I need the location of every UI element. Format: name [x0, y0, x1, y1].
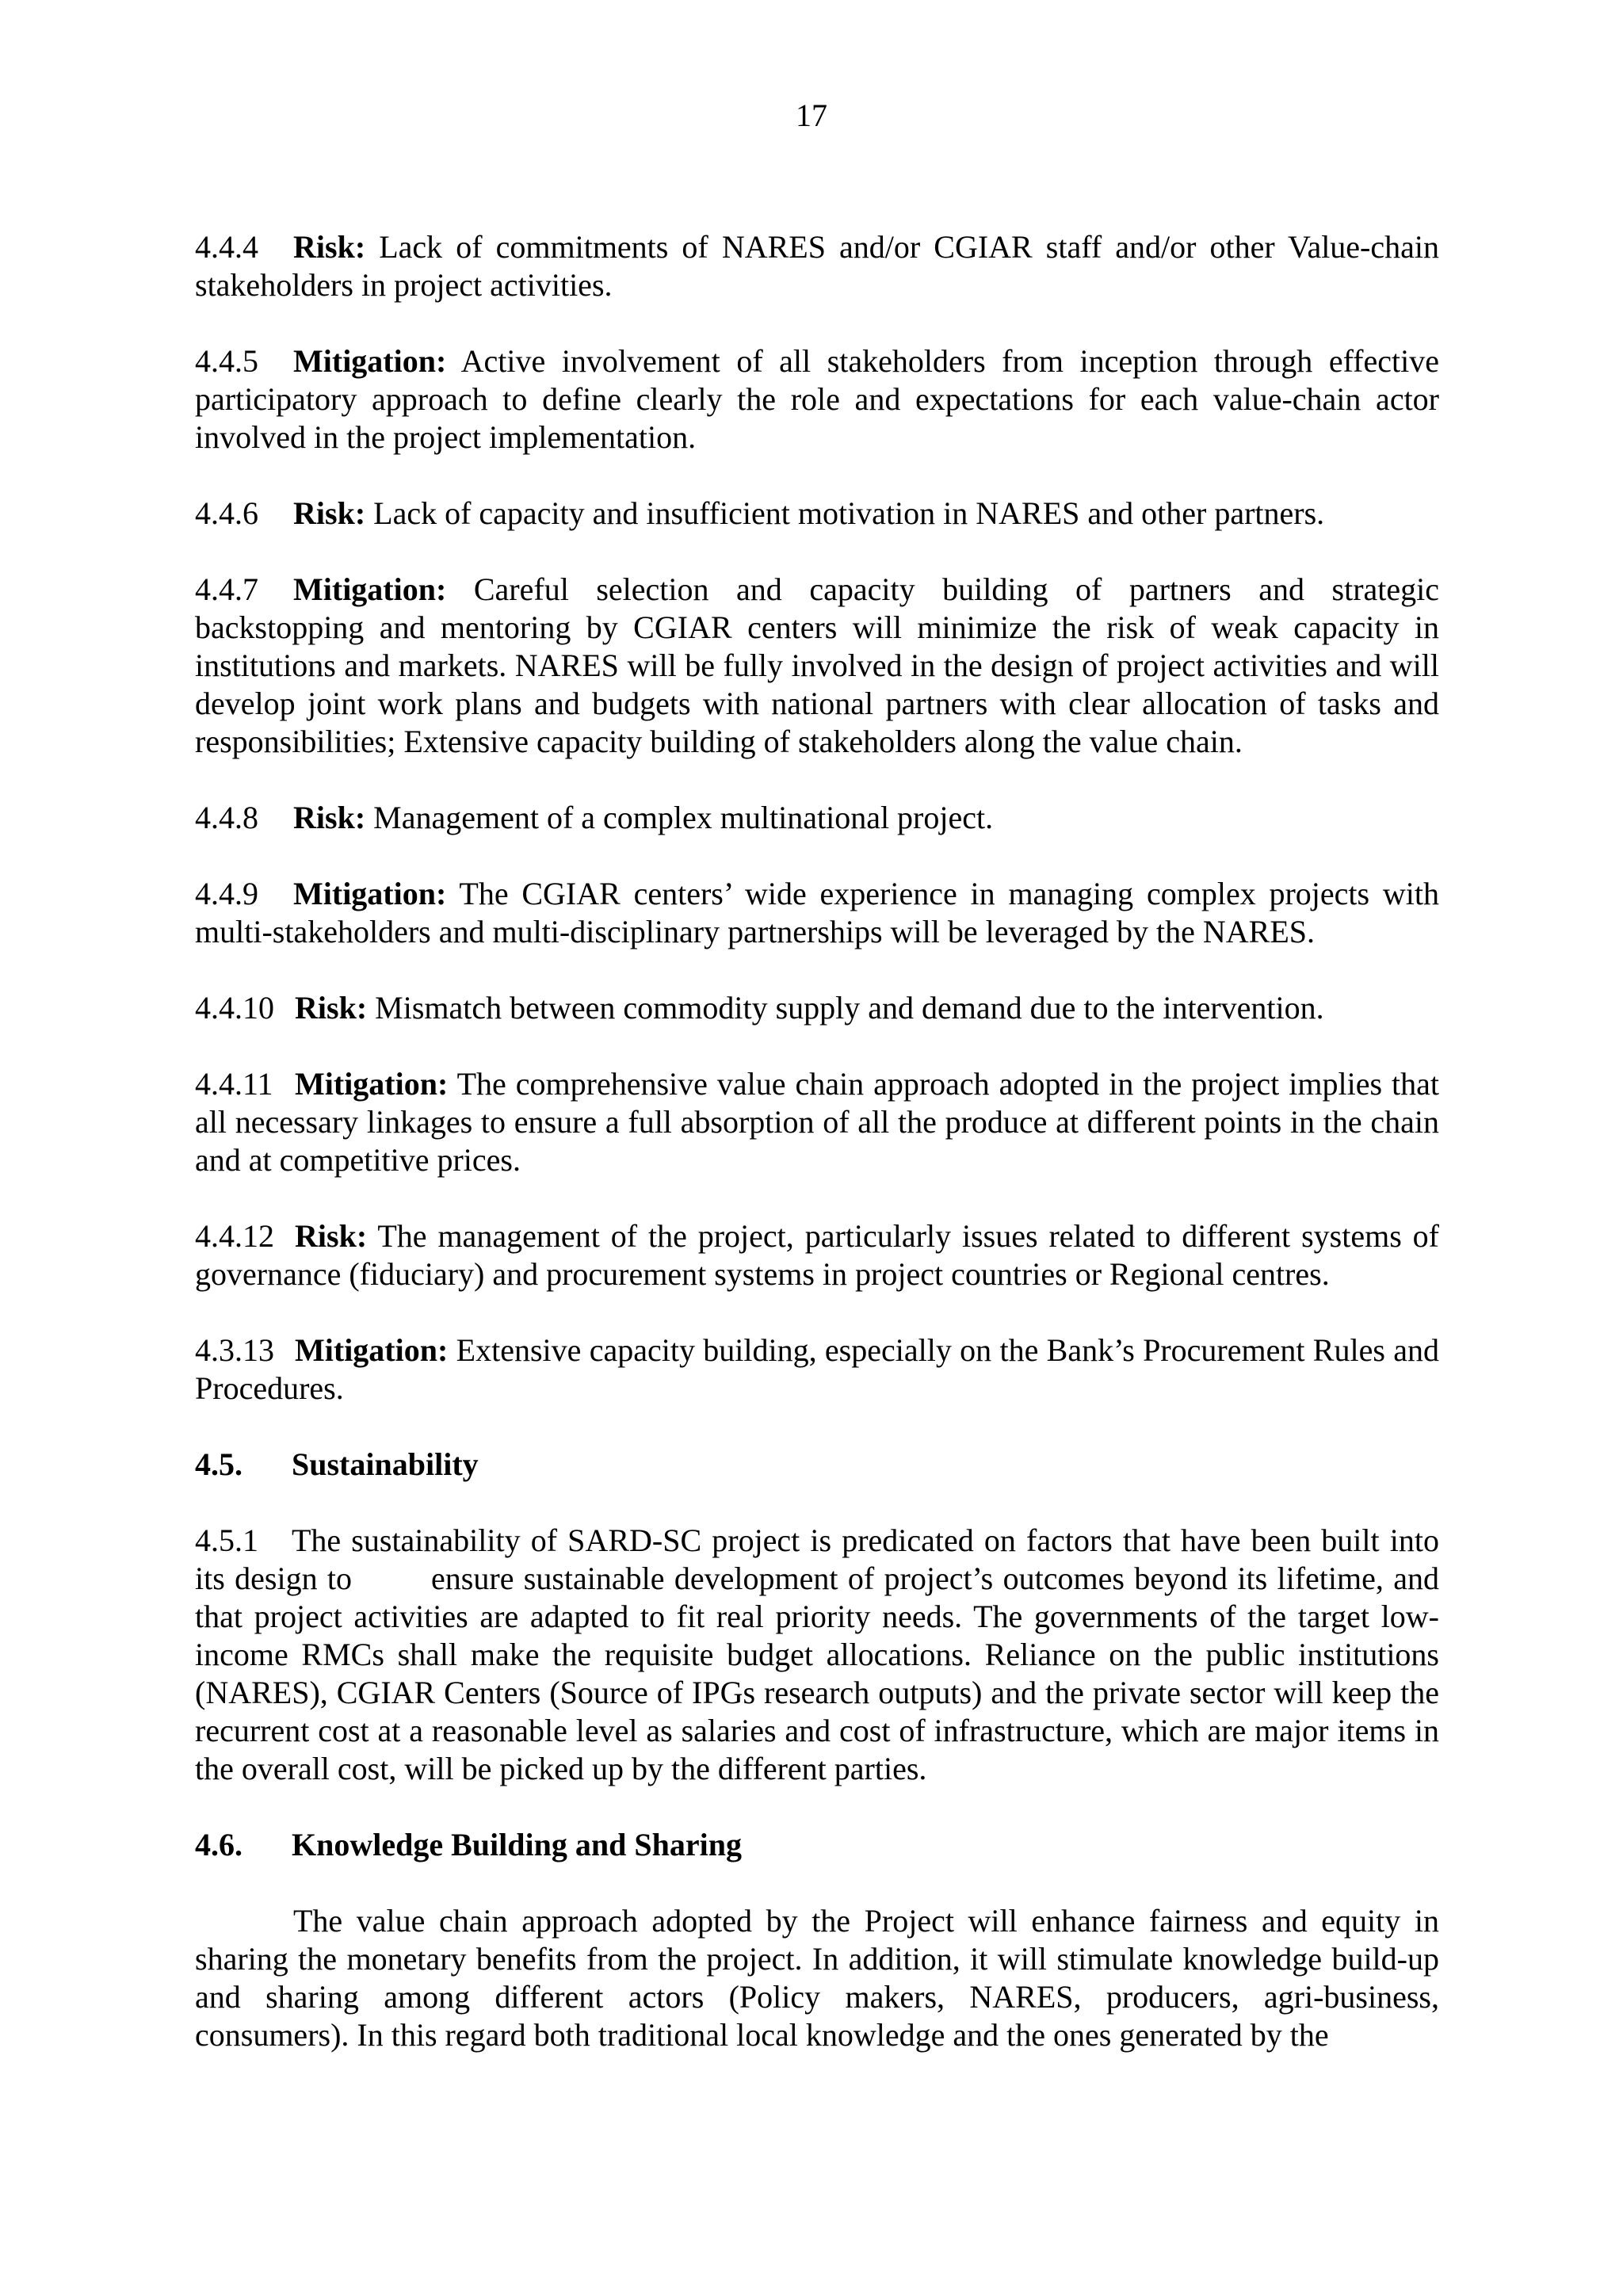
- paragraph-4-4-4: [195, 228, 1439, 304]
- paragraph-text: Active involvement of all stakeholders from inception through effective participatory approach to define clearly the role and expectations for each value-chain actor involved in the project implementation.: [195, 343, 1439, 455]
- page-number: 17: [796, 97, 827, 133]
- paragraph-4-4-6: [195, 495, 1439, 533]
- paragraph-text: The CGIAR centers’ wide experience in managing complex projects with multi-stakeholders and multi-disciplinary partnerships will be leveraged by the NARES.: [195, 876, 1440, 949]
- paragraph-4-4-9: [195, 875, 1439, 951]
- paragraph-4-3-13: [195, 1331, 1439, 1408]
- paragraph-4-4-7: [195, 571, 1439, 761]
- paragraph-number: 4.4.10: [195, 990, 274, 1026]
- paragraph-number: 4.4.9: [195, 876, 258, 911]
- section-number: 4.6.: [195, 1827, 242, 1862]
- paragraph-label: Risk:: [293, 229, 366, 265]
- paragraph-4-5-1: [195, 1522, 1439, 1788]
- paragraph-label: Mitigation:: [295, 1332, 449, 1368]
- paragraph-number: 4.4.11: [195, 1066, 273, 1102]
- section-title: Sustainability: [292, 1446, 479, 1482]
- paragraph-label: Risk:: [295, 990, 368, 1026]
- section-heading-sustainability: [195, 1446, 1439, 1484]
- paragraph-number: 4.4.4: [195, 229, 258, 265]
- section-number: 4.5.: [195, 1446, 242, 1482]
- paragraph-number: 4.4.12: [195, 1218, 274, 1254]
- paragraph-text: Extensive capacity building, especially on the Bank’s Procurement Rules and Procedures.: [195, 1332, 1439, 1406]
- document-body: [195, 228, 1439, 2054]
- paragraph-text: Lack of commitments of NARES and/or CGIAR staff and/or other Value-chain stakeholders in project activities.: [195, 229, 1440, 303]
- paragraph-4-4-10: [195, 989, 1439, 1027]
- paragraph-label: Mitigation:: [293, 571, 447, 607]
- paragraph-label: Mitigation:: [293, 343, 447, 379]
- paragraph-label: Mitigation:: [293, 876, 447, 911]
- paragraph-4-4-5: [195, 342, 1439, 457]
- paragraph-label: Risk:: [293, 800, 366, 835]
- paragraph-text: Mismatch between commodity supply and demand due to the intervention.: [375, 990, 1324, 1026]
- section-heading-knowledge: [195, 1826, 1439, 1864]
- paragraph-label: Mitigation:: [295, 1066, 449, 1102]
- paragraph-text: Careful selection and capacity building of partners and strategic backstopping and mentoring by CGIAR centers will minimize the risk of weak capacity in institutions and markets. NARES will be fully involved in the design of project activities and will develop joint work plans and budgets with national partners with clear allocation of tasks and responsibilities; Extensive capacity building of stakeholders along the value chain.: [195, 571, 1440, 759]
- paragraph-number: 4.4.8: [195, 800, 258, 835]
- section-title: Knowledge Building and Sharing: [292, 1827, 742, 1862]
- paragraph-4-4-8: [195, 799, 1439, 837]
- paragraph-4-4-11: [195, 1065, 1439, 1179]
- paragraph-knowledge: [195, 1902, 1439, 2054]
- paragraph-text-part-a: The sustainability of SARD-SC project is predicated on factors that have been built into its design to: [195, 1522, 1439, 1596]
- paragraph-number: 4.4.5: [195, 343, 258, 379]
- paragraph-text: The management of the project, particularly issues related to different systems of governance (fiduciary) and procurement systems in project countries or Regional centres.: [195, 1218, 1439, 1292]
- paragraph-text: The value chain approach adopted by the Project will enhance fairness and equity in sharing the monetary benefits from the project. In addition, it will stimulate knowledge build-up and sharing among different actors (Policy makers, NARES, producers, agri-business, consumers). In this regard both traditional local knowledge and the ones generated by the: [195, 1903, 1439, 2053]
- paragraph-label: Risk:: [293, 495, 366, 531]
- paragraph-number: 4.4.7: [195, 571, 258, 607]
- paragraph-text: Management of a complex multinational project.: [373, 800, 994, 835]
- paragraph-text: Lack of capacity and insufficient motivation in NARES and other partners.: [373, 495, 1325, 531]
- paragraph-label: Risk:: [295, 1218, 368, 1254]
- paragraph-number: 4.5.1: [195, 1522, 258, 1558]
- paragraph-4-4-12: [195, 1217, 1439, 1293]
- paragraph-number: 4.3.13: [195, 1332, 274, 1368]
- paragraph-text: The comprehensive value chain approach adopted in the project implies that all necessary linkages to ensure a full absorption of all the produce at different points in the chain and at competitive prices.: [195, 1066, 1439, 1178]
- paragraph-number: 4.4.6: [195, 495, 258, 531]
- paragraph-text-part-b: ensure sustainable development of project’s outcomes beyond its lifetime, and that project activities are adapted to fit real priority needs. The governments of the target low-income RMCs shall make the requisite budget allocations. Reliance on the public institutions (NARES), CGIAR Centers (Source of IPGs research outputs) and the private sector will keep the recurrent cost at a reasonable level as salaries and cost of infrastructure, which are major items in the overall cost, will be picked up by the different parties.: [195, 1561, 1439, 1786]
